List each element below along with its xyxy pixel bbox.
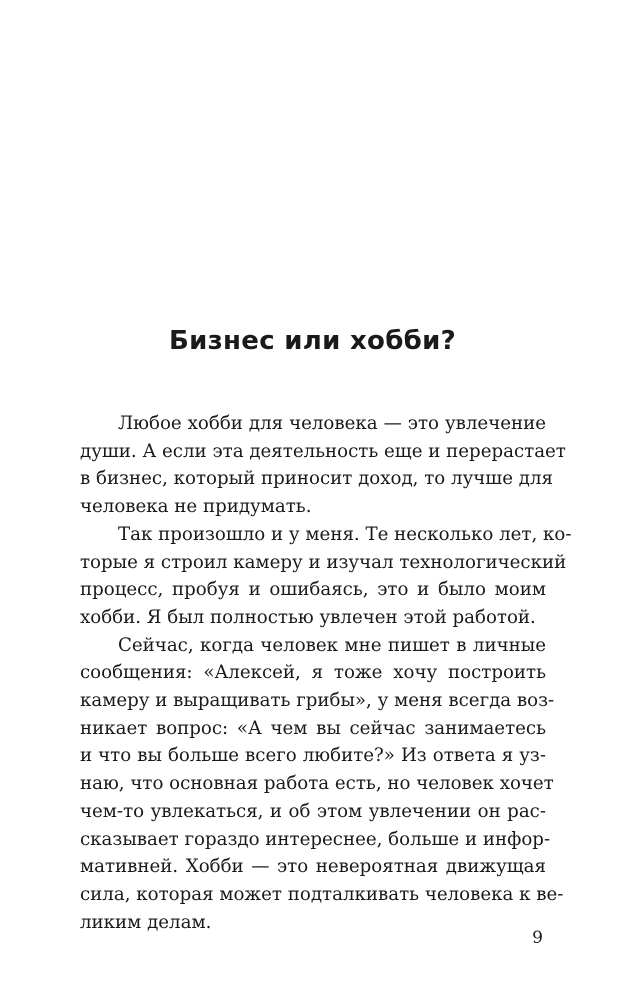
text-line: наю, что основная работа есть, но человек хочет [80,773,554,795]
text-line: и что вы больше всего любите?» Из ответа я уз- [80,745,546,767]
paragraph-1 [80,410,566,521]
paragraph-2 [80,521,572,632]
text-line: Любое хобби для человека — это увлечение [118,413,546,434]
text-line: ликим делам. [80,911,212,933]
text-line: торые я строил камеру и изучал технологический [80,551,567,573]
text-line: Так произошло и у меня. Те несколько лет, ко- [118,523,572,545]
text-line: процесс, пробуя и ошибаясь, это и было моим [80,579,546,601]
text-line: человека не придумать. [80,496,312,518]
text-line: в бизнес, который приносит доход, то лучше для [80,468,553,490]
text-line: сообщения: «Алексей, я тоже хочу построить [80,662,546,684]
body-text [80,410,572,936]
text-line: сила, которая может подталкивать человека к ве- [80,883,564,905]
text-line: камеру и выращивать грибы», у меня всегда воз- [80,690,555,712]
paragraph-3 [80,632,564,937]
text-line: Сейчас, когда человек мне пишет в личные [118,634,546,656]
text-line: чем-то увлекаться, и об этом увлечении он рас- [80,800,546,822]
text-line: хобби. Я был полностью увлечен этой работой. [80,606,536,628]
page-number: 9 [532,928,543,948]
text-line: души. А если эта деятельность еще и перерастает [80,440,566,462]
text-line: никает вопрос: «А чем вы сейчас занимаетесь [80,717,546,739]
text-line: мативней. Хобби — это невероятная движущая [80,856,546,878]
chapter-title: Бизнес или хобби? [168,326,457,356]
text-line: сказывает гораздо интереснее, больше и инфор- [80,828,551,850]
